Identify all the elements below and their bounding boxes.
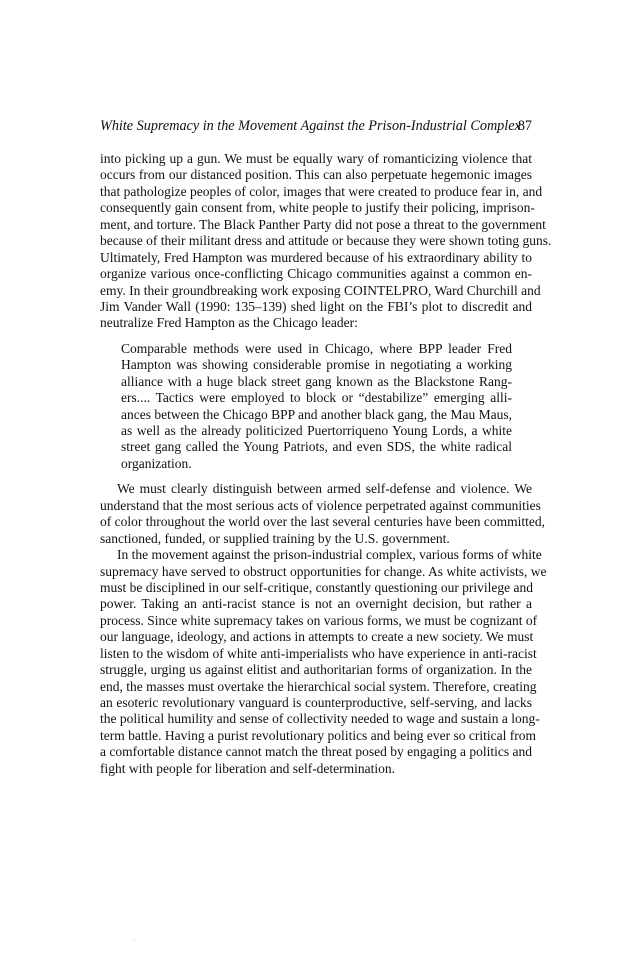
text-line: occurs from our distanced position. This can also perpetuate hegemonic images [100,167,532,183]
running-head-title: White Supremacy in the Movement Against the Prison-Industrial Complex [100,118,521,134]
text-line: struggle, urging us against elitist and authoritarian forms of organization. In the [100,662,532,678]
quote-line: Comparable methods were used in Chicago, where BPP leader Fred [121,340,512,356]
text-line: the political humility and sense of collectivity needed to wage and sustain a long- [100,711,540,727]
text-line: a comfortable distance cannot match the threat posed by engaging a politics and [100,744,532,760]
text-line: term battle. Having a purist revolutionary politics and being ever so critical from [100,727,536,743]
running-head [100,116,532,136]
text-line: that pathologize peoples of color, images that were created to produce fear in, and [100,183,543,199]
block-quote [121,341,512,473]
text-line: listen to the wisdom of white anti-imperialists who have experience in anti-racist [100,645,537,661]
text-line: of color throughout the world over the last several centuries have been committed, [100,514,545,530]
quote-line: alliance with a huge black street gang known as the Blackstone Rang- [121,373,512,389]
text-line: an esoteric revolutionary vanguard is counterproductive, self-serving, and lacks [100,695,532,710]
text-line: understand that the most serious acts of violence perpetrated against communities [100,497,541,513]
body-text [100,151,552,777]
text-line: Jim Vander Wall (1990: 135–139) shed light on the FBI’s plot to discredit and [100,298,532,314]
text-line: because of their militant dress and attitude or because they were shown toting guns. [100,233,552,249]
page-number: 87 [517,118,532,134]
paragraph-3 [100,547,547,777]
text-line: must be disciplined in our self-critique, constantly questioning our privilege and [100,579,534,595]
quote-line: organization. [121,455,192,471]
quote-line: street gang called the Young Patriots, and even SDS, the white radical [121,439,512,455]
quote-line: ances between the Chicago BPP and another black gang, the Mau Maus, [121,406,512,422]
scan-speck [134,940,135,941]
paragraph-1 [100,151,552,332]
paragraph-2 [100,481,545,547]
quote-line: Hampton was showing considerable promise in negotiating a working [121,357,512,373]
text-line: fight with people for liberation and self-determination. [100,760,396,776]
quote-line: ers.... Tactics were employed to block or “destabilize” emerging alli- [121,390,512,406]
text-line: consequently gain consent from, white people to justify their policing, imprison- [100,200,535,216]
text-line: In the movement against the prison-industrial complex, various forms of white [117,547,542,563]
text-line: neutralize Fred Hampton as the Chicago leader: [100,315,358,331]
text-line: organize various once-conflicting Chicago communities against a common en- [100,266,532,282]
text-line: supremacy have served to obstruct opportunities for change. As white activists, we [100,563,547,579]
text-line: We must clearly distinguish between armed self-defense and violence. We [117,481,532,497]
text-line: process. Since white supremacy takes on various forms, we must be cognizant of [100,612,538,628]
text-line: into picking up a gun. We must be equally wary of romanticizing violence that [100,151,532,166]
text-line: emy. In their groundbreaking work exposing COINTELPRO, Ward Churchill and [100,282,541,298]
text-line: end, the masses must overtake the hierarchical social system. Therefore, creating [100,678,537,694]
text-line: power. Taking an anti-racist stance is not an overnight decision, but rather a [100,596,532,612]
text-line: our language, ideology, and actions in attempts to create a new society. We must [100,629,534,645]
quote-line: as well as the already politicized Puertorriqueno Young Lords, a white [121,423,512,438]
text-line: Ultimately, Fred Hampton was murdered because of his extraordinary ability to [100,249,532,265]
text-line: sanctioned, funded, or supplied training by the U.S. government. [100,530,450,546]
text-line: ment, and torture. The Black Panther Party did not pose a threat to the government [100,216,546,232]
